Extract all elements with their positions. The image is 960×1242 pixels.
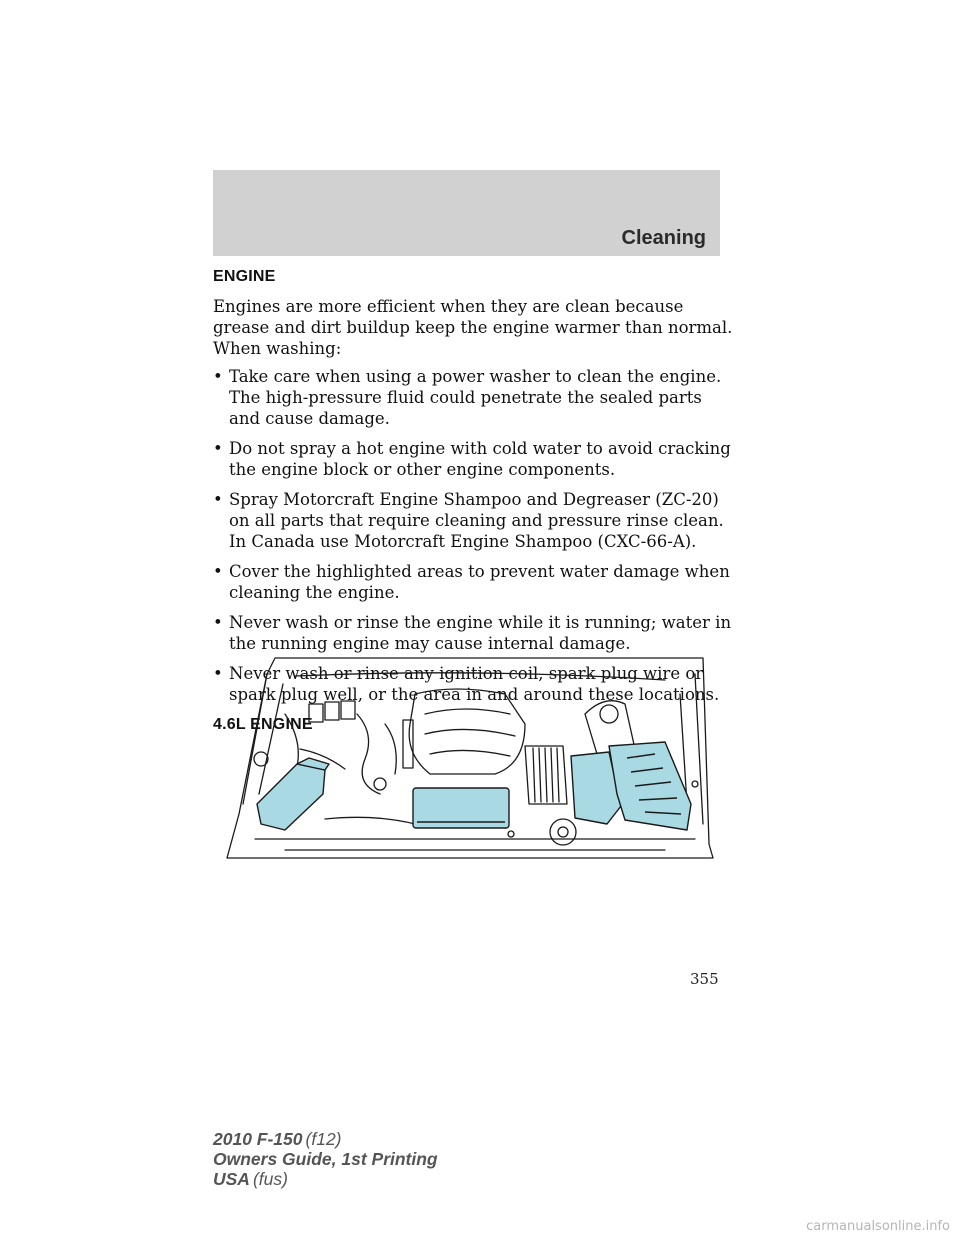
chapter-header-band — [213, 170, 720, 256]
intake-manifold — [409, 689, 525, 774]
document-footer — [213, 1129, 438, 1189]
bullet-icon: • — [213, 490, 223, 509]
bullet-icon: • — [213, 367, 223, 386]
strut-mount — [550, 819, 576, 845]
bullet-icon: • — [213, 664, 223, 683]
list-item-text: Do not spray a hot engine with cold water to avoid cracking the engine block or other engine components. — [229, 439, 731, 479]
reservoir-cap — [600, 705, 618, 723]
bullet-icon: • — [213, 613, 223, 632]
footer-market-code: (fus) — [252, 1169, 288, 1189]
fuel-rail — [403, 720, 413, 768]
chapter-title: Cleaning — [621, 227, 706, 249]
watermark: carmanualsonline.info — [806, 1219, 950, 1234]
cap — [254, 752, 268, 766]
bolt — [692, 781, 698, 787]
list-item — [213, 489, 733, 552]
cowl-line — [295, 673, 665, 680]
list-item-text: Never wash or rinse any ignition coil, spark plug wire or spark plug well, or the area in and around these locations. — [229, 664, 720, 704]
list-item — [213, 438, 733, 480]
footer-line-3 — [213, 1169, 438, 1189]
footer-line-2: Owners Guide, 1st Printing — [213, 1149, 438, 1169]
relay — [325, 702, 339, 720]
oil-fill-cap — [374, 778, 386, 790]
footer-code: (f12) — [305, 1129, 342, 1149]
hose-ribs — [533, 748, 559, 802]
list-item-text: Take care when using a power washer to clean the engine. The high-pressure fluid could penetrate the sealed parts and cause damage. — [229, 367, 722, 428]
page-number: 355 — [690, 970, 719, 988]
strut-mount-inner — [558, 827, 568, 837]
radiator-support — [255, 839, 695, 850]
list-item-text: Never wash or rinse the engine while it is running; water in the running engine may cause internal damage. — [229, 613, 732, 653]
bullet-icon: • — [213, 439, 223, 458]
list-item — [213, 561, 733, 603]
engine-compartment-illustration — [225, 654, 715, 862]
list-item — [213, 612, 733, 654]
list-item — [213, 366, 733, 429]
bullet-icon: • — [213, 562, 223, 581]
footer-model: 2010 F-150 — [213, 1129, 303, 1149]
highlight-left-box — [257, 764, 325, 830]
list-item-text: Spray Motorcraft Engine Shampoo and Degreaser (ZC-20) on all parts that require cleaning and pressure rinse clean. In Canada use Motorcraft Engine Shampoo (CXC-66-A). — [229, 490, 724, 551]
bolt — [508, 831, 514, 837]
intro-paragraph: Engines are more efficient when they are clean because grease and dirt buildup keep the engine warmer than normal. When washing: — [213, 297, 733, 358]
footer-market: USA — [213, 1169, 250, 1189]
intake-detail — [425, 709, 515, 756]
relay — [341, 701, 355, 719]
list-item-text: Cover the highlighted areas to prevent water damage when cleaning the engine. — [229, 562, 730, 602]
relay — [309, 704, 323, 722]
footer-line-1 — [213, 1129, 438, 1149]
section-heading: ENGINE — [213, 268, 276, 285]
engine-heading: 4.6L ENGINE — [213, 716, 313, 733]
